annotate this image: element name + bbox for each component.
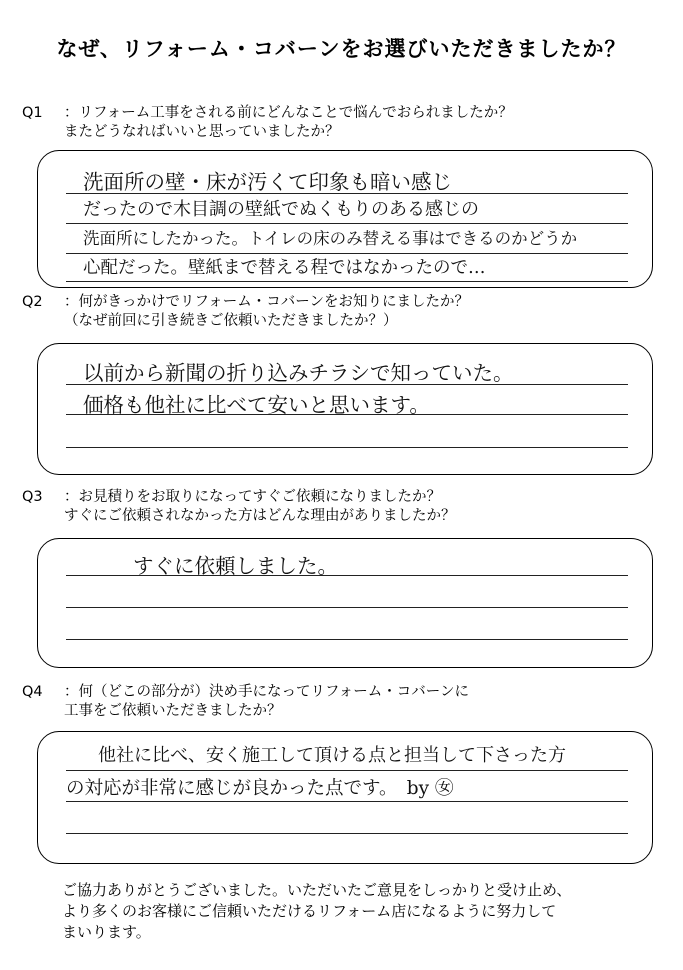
answer-box-4	[37, 731, 653, 864]
ruled-line	[66, 833, 628, 834]
closing-message	[62, 880, 571, 943]
ruled-line	[66, 447, 628, 448]
question-4	[22, 683, 469, 721]
handwritten-answer-line: だったので木目調の壁紙でぬくもりのある感じの	[83, 199, 479, 220]
answer-box-1	[37, 150, 653, 288]
closing-message-line: より多くのお客様にご信頼いただけるリフォーム店になるように努力して	[62, 902, 557, 920]
question-text-line: ：何がきっかけでリフォーム・コバーンをお知りにましたか？	[64, 294, 469, 310]
question-number: Q3	[22, 489, 43, 505]
question-text-line: ：お見積りをお取りになってすぐご依頼になりましたか？	[64, 489, 441, 505]
handwritten-answer-line: 洗面所にしたかった。トイレの床のみ替える事はできるのかどうか	[83, 229, 578, 248]
ruled-line	[66, 223, 628, 224]
handwritten-answer-line: 心配だった。壁紙まで替える程ではなかったので…	[83, 258, 486, 278]
ruled-line	[66, 607, 628, 608]
question-text-line: 工事をご依頼いただきましたか？	[64, 703, 282, 719]
question-text-line: ：何（どこの部分が）決め手になってリフォーム・コバーンに	[64, 684, 469, 700]
question-text-line: またどうなればいいと思っていましたか？	[64, 124, 340, 140]
ruled-line	[66, 770, 628, 771]
question-number: Q1	[22, 105, 43, 121]
question-number: Q4	[22, 684, 43, 700]
handwritten-answer-line: 洗面所の壁・床が汚くて印象も暗い感じ	[83, 170, 452, 194]
question-3	[22, 488, 456, 526]
question-text-line: （なぜ前回に引き続きご依頼いただきましたか？）	[64, 313, 398, 329]
question-text-line: すぐにご依頼されなかった方はどんな理由がありましたか？	[64, 508, 456, 524]
handwritten-answer-line: すぐに依頼しました。	[133, 554, 338, 578]
closing-message-line: ご協力ありがとうございました。いただいたご意見をしっかりと受け止め、	[62, 881, 572, 899]
question-1	[22, 104, 513, 142]
page-title: なぜ、リフォーム・コバーンをお選びいただきましたか？	[56, 37, 627, 61]
ruled-line	[66, 281, 628, 282]
question-number: Q2	[22, 294, 43, 310]
handwritten-answer-line: 価格も他社に比べて安いと思います。	[83, 393, 430, 417]
handwritten-answer-line: 他社に比べ、安く施工して頂ける点と担当して下さった方	[98, 745, 566, 766]
handwritten-answer-line: の対応が非常に感じが良かった点です。 by ㊛	[66, 778, 454, 799]
handwritten-answer-line: 以前から新聞の折り込みチラシで知っていた。	[83, 361, 514, 385]
ruled-line	[66, 801, 628, 802]
question-2	[22, 293, 469, 331]
question-text-line: ：リフォーム工事をされる前にどんなことで悩んでおられましたか？	[64, 105, 513, 121]
closing-message-line: まいります。	[62, 923, 151, 941]
answer-box-3	[37, 538, 653, 668]
answer-box-2	[37, 343, 653, 475]
ruled-line	[66, 639, 628, 640]
